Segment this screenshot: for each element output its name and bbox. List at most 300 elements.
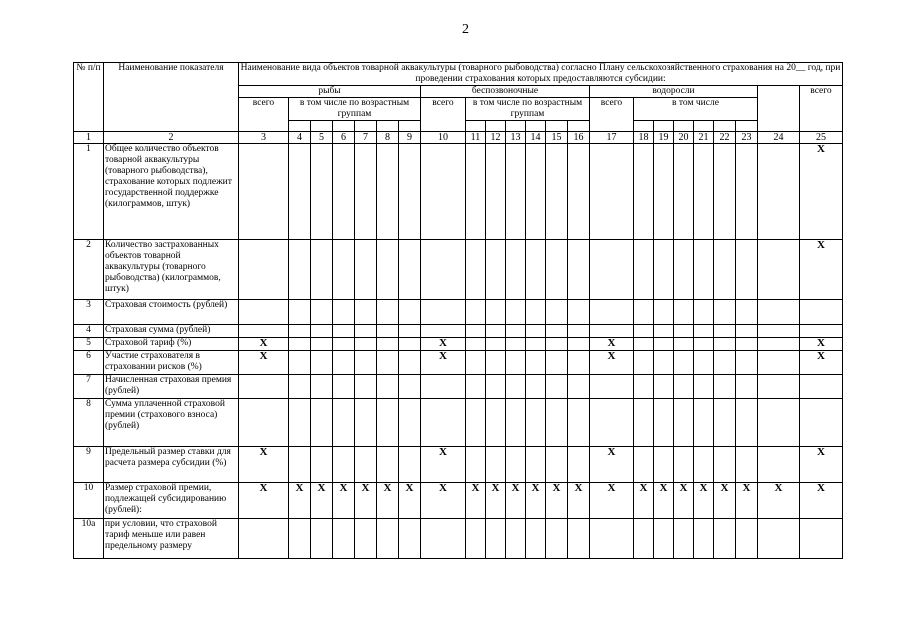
empty-cell bbox=[654, 144, 674, 240]
empty-cell bbox=[526, 519, 546, 559]
x-mark: X bbox=[694, 483, 714, 519]
empty-cell bbox=[355, 519, 377, 559]
empty-cell bbox=[239, 519, 289, 559]
column-number: 11 bbox=[466, 132, 486, 144]
empty-cell bbox=[736, 447, 758, 483]
row-label: при условии, что страховой тариф меньше или равен предельному размеру bbox=[104, 519, 239, 559]
empty-cell bbox=[355, 300, 377, 325]
row-label: Размер страховой премии, подлежащей субсидированию (рублей): bbox=[104, 483, 239, 519]
row-number: 4 bbox=[74, 325, 104, 338]
empty-cell bbox=[736, 325, 758, 338]
table-row bbox=[74, 144, 843, 240]
column-number: 16 bbox=[568, 132, 590, 144]
empty-cell bbox=[333, 351, 355, 375]
empty-cell bbox=[674, 325, 694, 338]
empty-cell bbox=[355, 240, 377, 300]
empty-cell bbox=[486, 338, 506, 351]
empty-cell bbox=[526, 447, 546, 483]
empty-cell bbox=[239, 144, 289, 240]
empty-cell bbox=[526, 240, 546, 300]
empty-cell bbox=[546, 351, 568, 375]
empty-cell bbox=[546, 399, 568, 447]
empty-cell bbox=[654, 519, 674, 559]
header-subgroup-cell bbox=[568, 121, 590, 132]
x-mark: X bbox=[506, 483, 526, 519]
empty-cell bbox=[421, 240, 466, 300]
empty-cell bbox=[486, 447, 506, 483]
header-algae-incl: в том числе bbox=[634, 98, 758, 121]
empty-cell bbox=[736, 399, 758, 447]
column-number: 4 bbox=[289, 132, 311, 144]
empty-cell bbox=[355, 144, 377, 240]
column-number: 23 bbox=[736, 132, 758, 144]
empty-cell bbox=[311, 447, 333, 483]
empty-cell bbox=[399, 375, 421, 399]
row-number: 7 bbox=[74, 375, 104, 399]
empty-cell bbox=[714, 351, 736, 375]
header-total: всего bbox=[800, 86, 843, 132]
header-subgroup-cell bbox=[674, 121, 694, 132]
header-subgroup-cell bbox=[546, 121, 568, 132]
empty-cell bbox=[758, 399, 800, 447]
empty-cell bbox=[568, 399, 590, 447]
empty-cell bbox=[526, 144, 546, 240]
empty-cell bbox=[333, 338, 355, 351]
table-row bbox=[74, 338, 843, 351]
row-label: Страховая сумма (рублей) bbox=[104, 325, 239, 338]
empty-cell bbox=[355, 447, 377, 483]
x-mark: X bbox=[800, 144, 843, 240]
empty-cell bbox=[634, 447, 654, 483]
empty-cell bbox=[333, 325, 355, 338]
x-mark: X bbox=[590, 483, 634, 519]
column-number: 5 bbox=[311, 132, 333, 144]
empty-cell bbox=[674, 447, 694, 483]
empty-cell bbox=[694, 300, 714, 325]
empty-cell bbox=[546, 338, 568, 351]
row-number: 5 bbox=[74, 338, 104, 351]
empty-cell bbox=[634, 375, 654, 399]
empty-cell bbox=[674, 144, 694, 240]
table-row bbox=[74, 483, 843, 519]
empty-cell bbox=[800, 325, 843, 338]
empty-cell bbox=[568, 447, 590, 483]
empty-cell bbox=[506, 325, 526, 338]
header-invertebrates: беспозвоночные bbox=[421, 86, 590, 98]
empty-cell bbox=[654, 399, 674, 447]
empty-cell bbox=[546, 300, 568, 325]
row-label: Общее количество объектов товарной аквакультуры (товарного рыбоводства), страхование которых подлежит государственной поддержке (килограммов, штук) bbox=[104, 144, 239, 240]
x-mark: X bbox=[239, 447, 289, 483]
empty-cell bbox=[736, 338, 758, 351]
empty-cell bbox=[466, 375, 486, 399]
x-mark: X bbox=[800, 351, 843, 375]
empty-cell bbox=[714, 447, 736, 483]
x-mark: X bbox=[590, 351, 634, 375]
empty-cell bbox=[546, 240, 568, 300]
empty-cell bbox=[506, 300, 526, 325]
empty-cell bbox=[634, 338, 654, 351]
empty-cell bbox=[654, 375, 674, 399]
empty-cell bbox=[714, 300, 736, 325]
x-mark: X bbox=[377, 483, 399, 519]
empty-cell bbox=[654, 338, 674, 351]
empty-cell bbox=[654, 325, 674, 338]
empty-cell bbox=[546, 375, 568, 399]
empty-cell bbox=[486, 351, 506, 375]
table-row bbox=[74, 375, 843, 399]
table-row bbox=[74, 447, 843, 483]
empty-cell bbox=[355, 351, 377, 375]
row-number: 6 bbox=[74, 351, 104, 375]
header-main: Наименование вида объектов товарной аквакультуры (товарного рыбоводства) согласно Плану сельскохозяйственного страхования на 20__ год, при проведении страхования которых предоставляются субсидии: bbox=[239, 63, 843, 86]
empty-cell bbox=[758, 144, 800, 240]
empty-cell bbox=[311, 300, 333, 325]
row-number: 1 bbox=[74, 144, 104, 240]
header-inv-total: всего bbox=[421, 98, 466, 132]
empty-cell bbox=[486, 300, 506, 325]
x-mark: X bbox=[714, 483, 736, 519]
empty-cell bbox=[694, 399, 714, 447]
empty-cell bbox=[694, 338, 714, 351]
empty-cell bbox=[506, 351, 526, 375]
empty-cell bbox=[311, 519, 333, 559]
empty-cell bbox=[486, 144, 506, 240]
empty-cell bbox=[486, 519, 506, 559]
empty-cell bbox=[590, 375, 634, 399]
x-mark: X bbox=[311, 483, 333, 519]
empty-cell bbox=[399, 351, 421, 375]
empty-cell bbox=[333, 240, 355, 300]
header-subgroup-cell bbox=[311, 121, 333, 132]
empty-cell bbox=[736, 351, 758, 375]
column-number: 3 bbox=[239, 132, 289, 144]
x-mark: X bbox=[758, 483, 800, 519]
empty-cell bbox=[355, 375, 377, 399]
empty-cell bbox=[758, 519, 800, 559]
empty-cell bbox=[546, 325, 568, 338]
column-number: 19 bbox=[654, 132, 674, 144]
empty-cell bbox=[506, 375, 526, 399]
empty-cell bbox=[333, 300, 355, 325]
empty-cell bbox=[311, 399, 333, 447]
empty-cell bbox=[421, 300, 466, 325]
header-subgroup-cell bbox=[736, 121, 758, 132]
empty-cell bbox=[654, 447, 674, 483]
row-label: Предельный размер ставки для расчета размера субсидии (%) bbox=[104, 447, 239, 483]
empty-cell bbox=[466, 144, 486, 240]
header-subgroup-cell bbox=[714, 121, 736, 132]
empty-cell bbox=[800, 300, 843, 325]
empty-cell bbox=[526, 375, 546, 399]
subsidy-table bbox=[73, 62, 843, 559]
empty-cell bbox=[377, 240, 399, 300]
header-indicator: Наименование показателя bbox=[104, 63, 239, 132]
empty-cell bbox=[421, 519, 466, 559]
empty-cell bbox=[377, 447, 399, 483]
header-num: № п/п bbox=[74, 63, 104, 132]
empty-cell bbox=[399, 338, 421, 351]
header-subgroup-cell bbox=[634, 121, 654, 132]
empty-cell bbox=[800, 399, 843, 447]
empty-cell bbox=[239, 375, 289, 399]
empty-cell bbox=[674, 399, 694, 447]
empty-cell bbox=[466, 240, 486, 300]
header-algae: водоросли bbox=[590, 86, 758, 98]
table-row bbox=[74, 300, 843, 325]
empty-cell bbox=[333, 519, 355, 559]
empty-cell bbox=[333, 447, 355, 483]
empty-cell bbox=[590, 325, 634, 338]
empty-cell bbox=[568, 519, 590, 559]
empty-cell bbox=[399, 519, 421, 559]
column-number: 20 bbox=[674, 132, 694, 144]
header-subgroup-cell bbox=[694, 121, 714, 132]
empty-cell bbox=[289, 240, 311, 300]
column-number: 10 bbox=[421, 132, 466, 144]
empty-cell bbox=[399, 325, 421, 338]
column-number: 22 bbox=[714, 132, 736, 144]
empty-cell bbox=[634, 519, 654, 559]
table-row bbox=[74, 399, 843, 447]
column-number: 6 bbox=[333, 132, 355, 144]
empty-cell bbox=[590, 300, 634, 325]
empty-cell bbox=[634, 351, 654, 375]
empty-cell bbox=[377, 519, 399, 559]
x-mark: X bbox=[239, 338, 289, 351]
empty-cell bbox=[506, 519, 526, 559]
x-mark: X bbox=[590, 447, 634, 483]
empty-cell bbox=[289, 447, 311, 483]
empty-cell bbox=[506, 399, 526, 447]
empty-cell bbox=[421, 325, 466, 338]
empty-cell bbox=[634, 300, 654, 325]
header-subgroup-cell bbox=[466, 121, 486, 132]
x-mark: X bbox=[800, 240, 843, 300]
empty-cell bbox=[568, 338, 590, 351]
empty-cell bbox=[421, 399, 466, 447]
x-mark: X bbox=[634, 483, 654, 519]
empty-cell bbox=[694, 240, 714, 300]
empty-cell bbox=[590, 144, 634, 240]
empty-cell bbox=[289, 399, 311, 447]
x-mark: X bbox=[421, 483, 466, 519]
empty-cell bbox=[377, 399, 399, 447]
column-number: 25 bbox=[800, 132, 843, 144]
x-mark: X bbox=[239, 351, 289, 375]
empty-cell bbox=[311, 325, 333, 338]
column-number: 12 bbox=[486, 132, 506, 144]
row-number: 3 bbox=[74, 300, 104, 325]
empty-cell bbox=[399, 399, 421, 447]
empty-cell bbox=[758, 351, 800, 375]
x-mark: X bbox=[526, 483, 546, 519]
column-number: 15 bbox=[546, 132, 568, 144]
x-mark: X bbox=[800, 338, 843, 351]
table-row bbox=[74, 240, 843, 300]
header-subgroup-cell bbox=[506, 121, 526, 132]
empty-cell bbox=[311, 144, 333, 240]
empty-cell bbox=[736, 240, 758, 300]
empty-cell bbox=[714, 519, 736, 559]
empty-cell bbox=[377, 325, 399, 338]
empty-cell bbox=[654, 351, 674, 375]
empty-cell bbox=[506, 338, 526, 351]
empty-cell bbox=[674, 519, 694, 559]
column-number: 21 bbox=[694, 132, 714, 144]
empty-cell bbox=[634, 399, 654, 447]
empty-cell bbox=[694, 447, 714, 483]
empty-cell bbox=[674, 338, 694, 351]
empty-cell bbox=[486, 375, 506, 399]
row-label: Страховой тариф (%) bbox=[104, 338, 239, 351]
row-label: Сумма уплаченной страховой премии (страхового взноса) (рублей) bbox=[104, 399, 239, 447]
x-mark: X bbox=[333, 483, 355, 519]
x-mark: X bbox=[355, 483, 377, 519]
column-number: 8 bbox=[377, 132, 399, 144]
x-mark: X bbox=[486, 483, 506, 519]
empty-cell bbox=[714, 375, 736, 399]
empty-cell bbox=[466, 338, 486, 351]
empty-cell bbox=[694, 325, 714, 338]
empty-cell bbox=[568, 375, 590, 399]
empty-cell bbox=[377, 375, 399, 399]
empty-cell bbox=[239, 300, 289, 325]
empty-cell bbox=[568, 300, 590, 325]
column-number: 7 bbox=[355, 132, 377, 144]
empty-cell bbox=[714, 399, 736, 447]
empty-cell bbox=[399, 144, 421, 240]
empty-cell bbox=[399, 300, 421, 325]
empty-cell bbox=[674, 375, 694, 399]
empty-cell bbox=[634, 144, 654, 240]
column-number: 24 bbox=[758, 132, 800, 144]
empty-cell bbox=[714, 338, 736, 351]
empty-cell bbox=[758, 240, 800, 300]
x-mark: X bbox=[466, 483, 486, 519]
column-number: 2 bbox=[104, 132, 239, 144]
column-number-row bbox=[74, 132, 843, 144]
empty-cell bbox=[311, 240, 333, 300]
row-label: Участие страхователя в страховании рисков (%) bbox=[104, 351, 239, 375]
empty-cell bbox=[736, 375, 758, 399]
empty-cell bbox=[694, 144, 714, 240]
empty-cell bbox=[526, 399, 546, 447]
empty-cell bbox=[377, 351, 399, 375]
empty-cell bbox=[466, 300, 486, 325]
empty-cell bbox=[399, 240, 421, 300]
empty-cell bbox=[634, 240, 654, 300]
empty-cell bbox=[355, 338, 377, 351]
empty-cell bbox=[289, 144, 311, 240]
empty-cell bbox=[466, 325, 486, 338]
x-mark: X bbox=[421, 338, 466, 351]
empty-cell bbox=[466, 351, 486, 375]
empty-cell bbox=[239, 399, 289, 447]
empty-cell bbox=[590, 519, 634, 559]
x-mark: X bbox=[289, 483, 311, 519]
empty-cell bbox=[399, 447, 421, 483]
empty-cell bbox=[289, 338, 311, 351]
empty-cell bbox=[506, 144, 526, 240]
empty-cell bbox=[486, 240, 506, 300]
header-row-1 bbox=[74, 63, 843, 86]
x-mark: X bbox=[421, 447, 466, 483]
empty-cell bbox=[289, 300, 311, 325]
table-row bbox=[74, 325, 843, 338]
empty-cell bbox=[333, 399, 355, 447]
x-mark: X bbox=[654, 483, 674, 519]
x-mark: X bbox=[399, 483, 421, 519]
x-mark: X bbox=[546, 483, 568, 519]
empty-cell bbox=[714, 325, 736, 338]
header-fish-age: в том числе по возрастным группам bbox=[289, 98, 421, 121]
empty-cell bbox=[654, 300, 674, 325]
empty-cell bbox=[486, 399, 506, 447]
x-mark: X bbox=[590, 338, 634, 351]
header-subgroup-cell bbox=[377, 121, 399, 132]
empty-cell bbox=[736, 519, 758, 559]
header-subgroup-cell bbox=[289, 121, 311, 132]
header-col24 bbox=[758, 86, 800, 132]
empty-cell bbox=[568, 325, 590, 338]
empty-cell bbox=[239, 325, 289, 338]
empty-cell bbox=[377, 300, 399, 325]
empty-cell bbox=[714, 144, 736, 240]
empty-cell bbox=[590, 240, 634, 300]
header-fish-total: всего bbox=[239, 98, 289, 132]
empty-cell bbox=[355, 399, 377, 447]
empty-cell bbox=[526, 300, 546, 325]
row-number: 2 bbox=[74, 240, 104, 300]
empty-cell bbox=[506, 240, 526, 300]
table-row bbox=[74, 351, 843, 375]
empty-cell bbox=[377, 144, 399, 240]
empty-cell bbox=[736, 144, 758, 240]
header-subgroup-cell bbox=[333, 121, 355, 132]
column-number: 14 bbox=[526, 132, 546, 144]
table-row bbox=[74, 519, 843, 559]
empty-cell bbox=[714, 240, 736, 300]
empty-cell bbox=[674, 240, 694, 300]
x-mark: X bbox=[421, 351, 466, 375]
empty-cell bbox=[694, 519, 714, 559]
header-inv-age: в том числе по возрастным группам bbox=[466, 98, 590, 121]
empty-cell bbox=[421, 375, 466, 399]
header-subgroup-cell bbox=[355, 121, 377, 132]
column-number: 17 bbox=[590, 132, 634, 144]
empty-cell bbox=[546, 447, 568, 483]
empty-cell bbox=[526, 338, 546, 351]
empty-cell bbox=[239, 240, 289, 300]
empty-cell bbox=[486, 325, 506, 338]
row-number: 10а bbox=[74, 519, 104, 559]
empty-cell bbox=[466, 447, 486, 483]
column-number: 18 bbox=[634, 132, 654, 144]
header-algae-total: всего bbox=[590, 98, 634, 132]
empty-cell bbox=[333, 144, 355, 240]
column-number: 9 bbox=[399, 132, 421, 144]
empty-cell bbox=[568, 144, 590, 240]
empty-cell bbox=[289, 519, 311, 559]
empty-cell bbox=[634, 325, 654, 338]
empty-cell bbox=[466, 519, 486, 559]
empty-cell bbox=[758, 300, 800, 325]
empty-cell bbox=[568, 240, 590, 300]
empty-cell bbox=[590, 399, 634, 447]
empty-cell bbox=[546, 144, 568, 240]
empty-cell bbox=[333, 375, 355, 399]
